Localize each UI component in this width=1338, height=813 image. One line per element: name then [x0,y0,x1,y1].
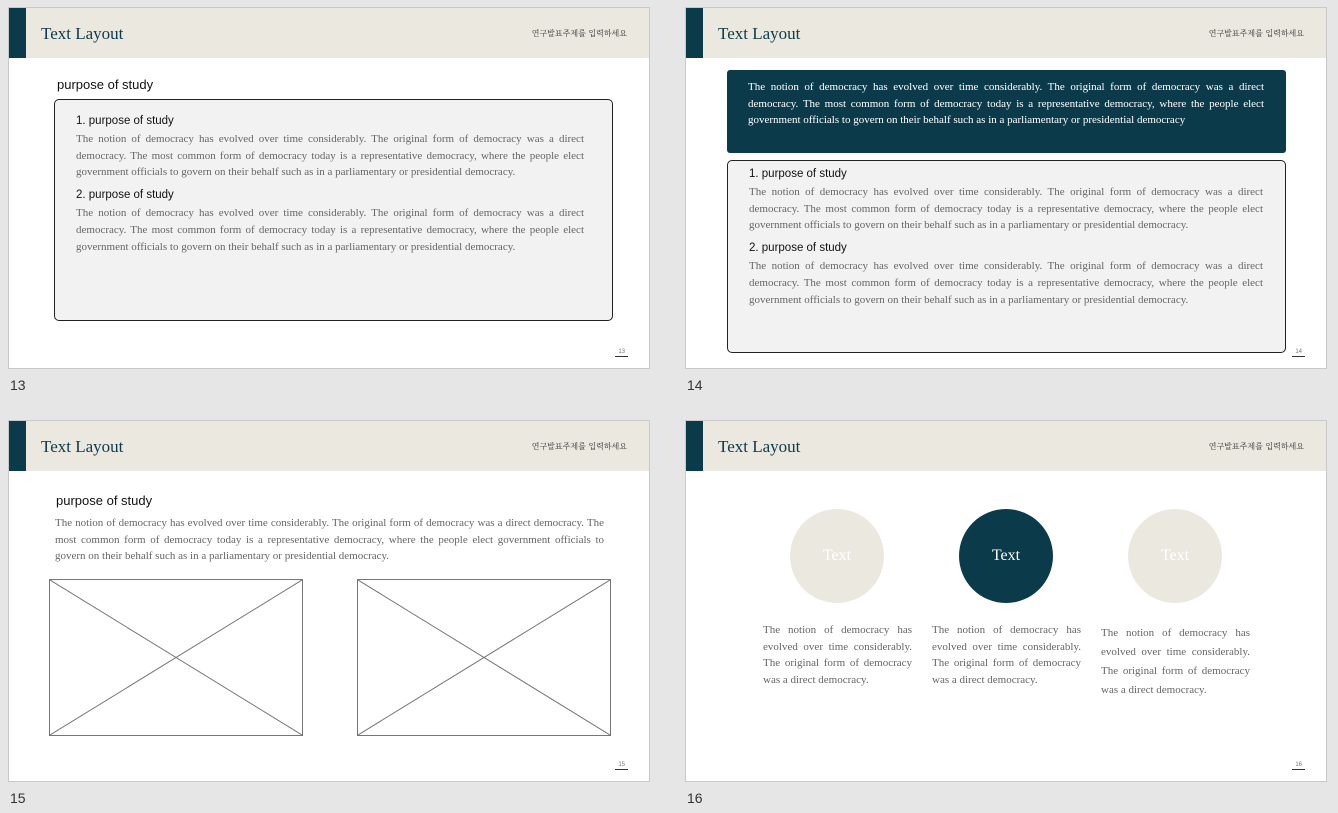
section-heading: purpose of study [57,77,154,92]
item-text: The notion of democracy has evolved over time considerably. The original form of democracy was a direct democracy. The most common form of democracy today is a representative democracy, where the people elect government officials to govern on their behalf such as in a parliamentary or presidential democracy. [76,133,584,179]
header-accent-bar [686,8,703,58]
header-accent-bar [9,8,26,58]
circle-label: Text [1128,509,1222,603]
item-text: The notion of democracy has evolved over time considerably. The original form of democracy was a direct democracy. The most common form of democracy today is a representative democracy, where the people elect government officials to govern on their behalf such as in a parliamentary or presidential democracy. [749,260,1263,306]
item-title: 1. purpose of study [749,168,847,180]
slide-number-label: 14 [687,377,703,393]
slide-subtitle: 연구발표주제를 입력하세요 [531,442,627,451]
slide-title: Text Layout [718,437,801,456]
page-number: 16 [1292,762,1305,770]
header-accent-bar [686,421,703,471]
circle-label: Text [959,509,1053,603]
item-text: The notion of democracy has evolved over time considerably. The original form of democracy was a direct democracy. The most common form of democracy today is a representative democracy, where the people elect government officials to govern on their behalf such as in a parliamentary or presidential democracy. [76,207,584,253]
column-text: The notion of democracy has evolved over time considerably. The original form of democracy was a direct democracy. [932,624,1081,687]
item-title: 2. purpose of study [76,189,174,202]
paragraph-text: The notion of democracy has evolved over time considerably. The original form of democracy was a direct democracy. The most common form of democracy today is a representative democracy, where the people elect government officials to govern on their behalf such as in a parliamentary or presidential democracy. [55,517,604,563]
slide-number-label: 13 [10,377,26,393]
header-accent-bar [9,421,26,471]
banner-text: The notion of democracy has evolved over time considerably. The original form of democracy was a direct democracy. The most common form of democracy today is a representative democracy, where the people elect government officials to govern on their behalf such as in a parliamentary or presidential democracy [748,81,1264,127]
highlight-banner [727,70,1286,153]
slide-header [686,8,1326,58]
slide-subtitle: 연구발표주제를 입력하세요 [1208,29,1304,38]
slide-title: Text Layout [41,24,124,43]
page-number: 13 [615,349,628,357]
circle-label: Text [790,509,884,603]
image-placeholder [49,579,303,736]
image-placeholder [357,579,611,736]
item-title: 2. purpose of study [749,242,847,255]
slide-thumbnail-16[interactable] [685,420,1327,782]
page-number: 15 [615,762,628,770]
slide-header [9,8,649,58]
column-text: The notion of democracy has evolved over time considerably. The original form of democracy was a direct democracy. [1101,627,1250,696]
content-box [54,99,613,321]
slide-subtitle: 연구발표주제를 입력하세요 [1208,442,1304,451]
slide-number-label: 16 [687,790,703,806]
item-title: 1. purpose of study [76,115,174,127]
slide-thumbnail-13[interactable] [8,7,650,369]
slide-thumbnail-15[interactable] [8,420,650,782]
slide-title: Text Layout [718,24,801,43]
column-text: The notion of democracy has evolved over time considerably. The original form of democracy was a direct democracy. [763,624,912,687]
content-box [727,160,1286,353]
slide-header [9,421,649,471]
item-text: The notion of democracy has evolved over time considerably. The original form of democracy was a direct democracy. The most common form of democracy today is a representative democracy, where the people elect government officials to govern on their behalf such as in a parliamentary or presidential democracy. [749,186,1263,232]
slide-number-label: 15 [10,790,26,806]
slide-title: Text Layout [41,437,124,456]
slide-thumbnail-14[interactable] [685,7,1327,369]
slide-subtitle: 연구발표주제를 입력하세요 [531,29,627,38]
page-number: 14 [1292,349,1305,357]
slide-header [686,421,1326,471]
section-heading: purpose of study [56,493,153,508]
